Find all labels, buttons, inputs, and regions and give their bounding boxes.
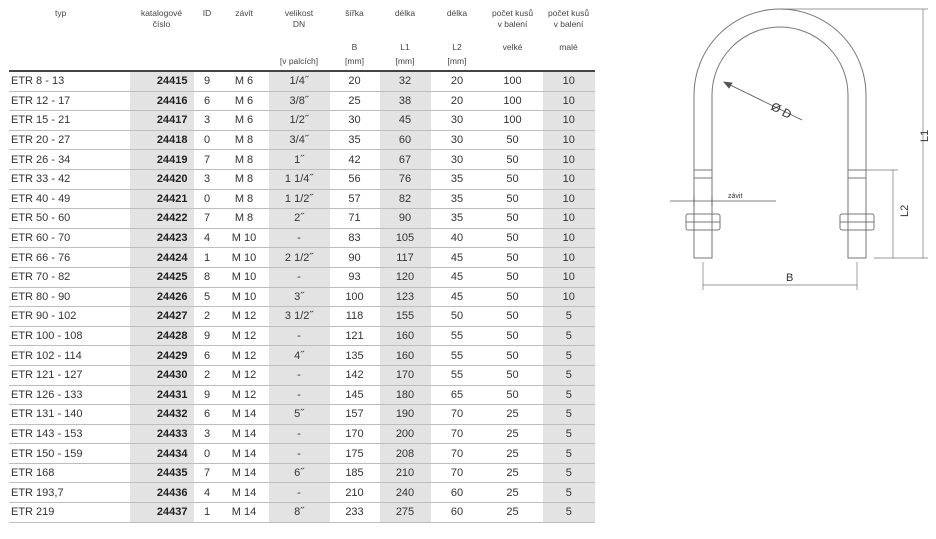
header-l2-unit: [mm]	[431, 56, 483, 71]
cell-typ: ETR 12 - 17	[9, 91, 129, 111]
table-row	[9, 287, 595, 307]
cell-pocet-velke: 50	[483, 189, 542, 209]
cell-pocet-velke: 25	[483, 424, 542, 444]
table-row	[9, 267, 595, 287]
u-bolt-outer-outline	[694, 9, 866, 175]
cell-pocet-velke: 50	[483, 287, 542, 307]
cell-zavit: M 8	[220, 169, 268, 189]
cell-zavit: M 14	[220, 444, 268, 464]
cell-pocet-velke: 50	[483, 346, 542, 366]
cell-id: 4	[194, 228, 220, 248]
cell-katalogove-cislo: 24435	[129, 463, 194, 483]
cell-pocet-male: 10	[542, 248, 595, 268]
cell-velikost: 3˝	[268, 287, 330, 307]
table-row	[9, 307, 595, 327]
cell-pocet-male: 10	[542, 71, 595, 91]
cell-sirka: 100	[330, 287, 379, 307]
cell-pocet-male: 5	[542, 385, 595, 405]
cell-zavit: M 12	[220, 326, 268, 346]
cell-id: 3	[194, 424, 220, 444]
cell-katalogove-cislo: 24421	[129, 189, 194, 209]
cell-katalogove-cislo: 24437	[129, 503, 194, 523]
cell-typ: ETR 20 - 27	[9, 130, 129, 150]
cell-typ: ETR 40 - 49	[9, 189, 129, 209]
cell-id: 7	[194, 209, 220, 229]
cell-pocet-male: 5	[542, 463, 595, 483]
cell-id: 0	[194, 189, 220, 209]
header-zavit: závit	[235, 8, 253, 18]
cell-pocet-velke: 100	[483, 91, 542, 111]
table-row	[9, 111, 595, 131]
cell-pocet-male: 5	[542, 307, 595, 327]
cell-delka-l1: 240	[379, 483, 431, 503]
cell-katalogove-cislo: 24428	[129, 326, 194, 346]
cell-pocet-velke: 50	[483, 365, 542, 385]
header-pocet-velke: počet kusů v balení	[491, 8, 534, 29]
header-katalogove: katalogové číslo	[140, 8, 183, 29]
header-pocet-male: počet kusů v balení	[547, 8, 590, 29]
table-row	[9, 130, 595, 150]
cell-pocet-male: 10	[542, 287, 595, 307]
cell-sirka: 145	[330, 385, 379, 405]
cell-id: 1	[194, 503, 220, 523]
cell-typ: ETR 90 - 102	[9, 307, 129, 327]
table-row	[9, 71, 595, 91]
cell-pocet-velke: 50	[483, 385, 542, 405]
table-row	[9, 444, 595, 464]
cell-sirka: 157	[330, 405, 379, 425]
cell-velikost: 1/2˝	[268, 111, 330, 131]
table-row	[9, 326, 595, 346]
cell-typ: ETR 143 - 153	[9, 424, 129, 444]
cell-delka-l1: 160	[379, 346, 431, 366]
cell-sirka: 71	[330, 209, 379, 229]
cell-sirka: 42	[330, 150, 379, 170]
cell-zavit: M 8	[220, 189, 268, 209]
cell-typ: ETR 150 - 159	[9, 444, 129, 464]
cell-sirka: 57	[330, 189, 379, 209]
header-l1-unit: [mm]	[379, 56, 431, 71]
cell-delka-l1: 180	[379, 385, 431, 405]
cell-delka-l1: 105	[379, 228, 431, 248]
cell-zavit: M 14	[220, 483, 268, 503]
cell-id: 7	[194, 150, 220, 170]
cell-typ: ETR 70 - 82	[9, 267, 129, 287]
cell-pocet-male: 10	[542, 228, 595, 248]
cell-pocet-velke: 25	[483, 444, 542, 464]
cell-pocet-velke: 50	[483, 248, 542, 268]
cell-delka-l1: 210	[379, 463, 431, 483]
cell-pocet-male: 10	[542, 267, 595, 287]
cell-delka-l1: 67	[379, 150, 431, 170]
cell-pocet-velke: 50	[483, 307, 542, 327]
cell-delka-l2: 35	[431, 189, 483, 209]
l1-dimension	[780, 9, 928, 258]
cell-delka-l1: 117	[379, 248, 431, 268]
cell-katalogove-cislo: 24432	[129, 405, 194, 425]
cell-zavit: M 8	[220, 150, 268, 170]
cell-delka-l2: 45	[431, 287, 483, 307]
cell-delka-l1: 45	[379, 111, 431, 131]
cell-id: 2	[194, 307, 220, 327]
cell-katalogove-cislo: 24422	[129, 209, 194, 229]
diameter-label: Ø D	[768, 99, 795, 122]
cell-delka-l2: 30	[431, 111, 483, 131]
cell-katalogove-cislo: 24429	[129, 346, 194, 366]
cell-velikost: 1 1/2˝	[268, 189, 330, 209]
cell-sirka: 25	[330, 91, 379, 111]
cell-zavit: M 12	[220, 307, 268, 327]
table-row	[9, 365, 595, 385]
cell-katalogove-cislo: 24436	[129, 483, 194, 503]
cell-katalogove-cislo: 24433	[129, 424, 194, 444]
cell-sirka: 170	[330, 424, 379, 444]
spec-table	[9, 8, 595, 523]
cell-delka-l1: 208	[379, 444, 431, 464]
cell-zavit: M 14	[220, 463, 268, 483]
cell-delka-l1: 170	[379, 365, 431, 385]
cell-sirka: 185	[330, 463, 379, 483]
cell-delka-l2: 55	[431, 346, 483, 366]
cell-zavit: M 6	[220, 71, 268, 91]
table-row	[9, 346, 595, 366]
b-label: B	[786, 272, 794, 284]
cell-zavit: M 12	[220, 385, 268, 405]
cell-delka-l1: 32	[379, 71, 431, 91]
cell-velikost: -	[268, 267, 330, 287]
cell-delka-l1: 200	[379, 424, 431, 444]
table-row	[9, 209, 595, 229]
table-row	[9, 405, 595, 425]
cell-sirka: 210	[330, 483, 379, 503]
cell-pocet-velke: 50	[483, 130, 542, 150]
cell-velikost: 5˝	[268, 405, 330, 425]
table-row	[9, 150, 595, 170]
cell-katalogove-cislo: 24415	[129, 71, 194, 91]
cell-typ: ETR 121 - 127	[9, 365, 129, 385]
cell-pocet-velke: 50	[483, 169, 542, 189]
l1-label: L1	[919, 129, 931, 142]
cell-delka-l1: 120	[379, 267, 431, 287]
cell-id: 9	[194, 326, 220, 346]
header-sirka-unit: [mm]	[330, 56, 379, 71]
cell-delka-l1: 38	[379, 91, 431, 111]
cell-sirka: 233	[330, 503, 379, 523]
cell-id: 4	[194, 483, 220, 503]
cell-katalogove-cislo: 24416	[129, 91, 194, 111]
cell-delka-l2: 35	[431, 209, 483, 229]
table-row	[9, 385, 595, 405]
cell-sirka: 175	[330, 444, 379, 464]
header-l1-symbol: L1	[400, 42, 410, 52]
cell-id: 5	[194, 287, 220, 307]
table-row	[9, 248, 595, 268]
cell-pocet-velke: 100	[483, 111, 542, 131]
cell-katalogove-cislo: 24427	[129, 307, 194, 327]
cell-zavit: M 8	[220, 130, 268, 150]
cell-id: 7	[194, 463, 220, 483]
cell-katalogove-cislo: 24424	[129, 248, 194, 268]
cell-delka-l2: 60	[431, 483, 483, 503]
cell-typ: ETR 102 - 114	[9, 346, 129, 366]
cell-zavit: M 10	[220, 248, 268, 268]
cell-typ: ETR 219	[9, 503, 129, 523]
cell-katalogove-cislo: 24420	[129, 169, 194, 189]
cell-id: 3	[194, 169, 220, 189]
cell-typ: ETR 8 - 13	[9, 71, 129, 91]
cell-sirka: 30	[330, 111, 379, 131]
cell-id: 0	[194, 444, 220, 464]
cell-pocet-male: 5	[542, 503, 595, 523]
cell-delka-l2: 50	[431, 307, 483, 327]
cell-katalogove-cislo: 24434	[129, 444, 194, 464]
cell-typ: ETR 26 - 34	[9, 150, 129, 170]
cell-pocet-male: 5	[542, 483, 595, 503]
cell-typ: ETR 50 - 60	[9, 209, 129, 229]
cell-pocet-male: 5	[542, 365, 595, 385]
cell-pocet-male: 5	[542, 346, 595, 366]
cell-delka-l2: 70	[431, 424, 483, 444]
cell-delka-l1: 82	[379, 189, 431, 209]
cell-delka-l2: 35	[431, 169, 483, 189]
cell-pocet-velke: 100	[483, 71, 542, 91]
cell-pocet-male: 5	[542, 405, 595, 425]
cell-delka-l2: 30	[431, 150, 483, 170]
cell-delka-l2: 30	[431, 130, 483, 150]
cell-velikost: 6˝	[268, 463, 330, 483]
cell-sirka: 83	[330, 228, 379, 248]
cell-delka-l1: 160	[379, 326, 431, 346]
table-row	[9, 483, 595, 503]
cell-velikost: 2˝	[268, 209, 330, 229]
cell-delka-l2: 55	[431, 365, 483, 385]
cell-typ: ETR 66 - 76	[9, 248, 129, 268]
cell-typ: ETR 100 - 108	[9, 326, 129, 346]
cell-typ: ETR 15 - 21	[9, 111, 129, 131]
cell-pocet-male: 5	[542, 326, 595, 346]
cell-sirka: 35	[330, 130, 379, 150]
cell-velikost: -	[268, 424, 330, 444]
cell-pocet-male: 10	[542, 169, 595, 189]
cell-velikost: 1/4˝	[268, 71, 330, 91]
cell-katalogove-cislo: 24431	[129, 385, 194, 405]
cell-delka-l1: 190	[379, 405, 431, 425]
table-header	[9, 8, 595, 71]
cell-zavit: M 10	[220, 287, 268, 307]
cell-delka-l2: 20	[431, 71, 483, 91]
cell-pocet-male: 10	[542, 150, 595, 170]
cell-delka-l2: 70	[431, 405, 483, 425]
table-row	[9, 189, 595, 209]
cell-pocet-velke: 50	[483, 150, 542, 170]
cell-katalogove-cislo: 24418	[129, 130, 194, 150]
b-dimension	[703, 262, 857, 290]
cell-pocet-velke: 25	[483, 483, 542, 503]
cell-pocet-velke: 50	[483, 209, 542, 229]
cell-pocet-velke: 50	[483, 267, 542, 287]
cell-zavit: M 10	[220, 228, 268, 248]
cell-id: 1	[194, 248, 220, 268]
cell-delka-l2: 45	[431, 267, 483, 287]
cell-delka-l1: 123	[379, 287, 431, 307]
cell-velikost: 3/8˝	[268, 91, 330, 111]
cell-pocet-velke: 25	[483, 503, 542, 523]
cell-pocet-velke: 50	[483, 326, 542, 346]
cell-pocet-male: 5	[542, 444, 595, 464]
cell-delka-l1: 76	[379, 169, 431, 189]
cell-id: 3	[194, 111, 220, 131]
header-delka-l2: délka	[446, 8, 468, 18]
cell-katalogove-cislo: 24426	[129, 287, 194, 307]
cell-pocet-male: 10	[542, 189, 595, 209]
cell-pocet-velke: 25	[483, 463, 542, 483]
header-typ: typ	[55, 8, 67, 18]
cell-velikost: 3 1/2˝	[268, 307, 330, 327]
cell-zavit: M 8	[220, 209, 268, 229]
thread-label: závit	[728, 193, 743, 200]
cell-velikost: -	[268, 385, 330, 405]
table-row	[9, 503, 595, 523]
cell-velikost: 1˝	[268, 150, 330, 170]
cell-sirka: 90	[330, 248, 379, 268]
cell-pocet-velke: 50	[483, 228, 542, 248]
cell-velikost: -	[268, 228, 330, 248]
cell-velikost: 4˝	[268, 346, 330, 366]
header-sirka: šířka	[345, 8, 364, 18]
table-row	[9, 169, 595, 189]
cell-sirka: 135	[330, 346, 379, 366]
cell-typ: ETR 193,7	[9, 483, 129, 503]
cell-katalogove-cislo: 24419	[129, 150, 194, 170]
cell-delka-l2: 60	[431, 503, 483, 523]
cell-delka-l2: 40	[431, 228, 483, 248]
cell-zavit: M 12	[220, 365, 268, 385]
header-delka-l1: délka	[394, 8, 416, 18]
table-row	[9, 91, 595, 111]
u-bolt-drawing	[666, 0, 936, 300]
header-male: malé	[559, 42, 578, 52]
cell-zavit: M 14	[220, 405, 268, 425]
cell-pocet-male: 10	[542, 91, 595, 111]
table-row	[9, 463, 595, 483]
header-sirka-symbol: B	[351, 42, 358, 52]
cell-typ: ETR 33 - 42	[9, 169, 129, 189]
cell-velikost: 3/4˝	[268, 130, 330, 150]
cell-katalogove-cislo: 24423	[129, 228, 194, 248]
cell-delka-l2: 45	[431, 248, 483, 268]
cell-pocet-male: 10	[542, 111, 595, 131]
cell-zavit: M 6	[220, 111, 268, 131]
cell-velikost: -	[268, 483, 330, 503]
cell-velikost: -	[268, 444, 330, 464]
cell-typ: ETR 80 - 90	[9, 287, 129, 307]
cell-pocet-male: 5	[542, 424, 595, 444]
cell-id: 2	[194, 365, 220, 385]
cell-sirka: 20	[330, 71, 379, 91]
header-velikost-unit: [v palcích]	[268, 56, 330, 71]
cell-velikost: 8˝	[268, 503, 330, 523]
cell-zavit: M 14	[220, 503, 268, 523]
header-l2-symbol: L2	[452, 42, 462, 52]
cell-id: 9	[194, 71, 220, 91]
cell-velikost: 1 1/4˝	[268, 169, 330, 189]
cell-pocet-male: 10	[542, 130, 595, 150]
cell-pocet-male: 10	[542, 209, 595, 229]
cell-typ: ETR 60 - 70	[9, 228, 129, 248]
cell-id: 6	[194, 346, 220, 366]
cell-delka-l2: 70	[431, 444, 483, 464]
cell-delka-l1: 90	[379, 209, 431, 229]
cell-id: 6	[194, 405, 220, 425]
cell-delka-l2: 70	[431, 463, 483, 483]
table-body	[9, 71, 595, 522]
thread-callout	[670, 196, 776, 206]
cell-sirka: 121	[330, 326, 379, 346]
cell-katalogove-cislo: 24417	[129, 111, 194, 131]
cell-katalogove-cislo: 24425	[129, 267, 194, 287]
cell-zavit: M 12	[220, 346, 268, 366]
cell-sirka: 93	[330, 267, 379, 287]
cell-zavit: M 14	[220, 424, 268, 444]
cell-delka-l1: 60	[379, 130, 431, 150]
table-row	[9, 424, 595, 444]
cell-delka-l2: 65	[431, 385, 483, 405]
cell-zavit: M 6	[220, 91, 268, 111]
cell-zavit: M 10	[220, 267, 268, 287]
cell-id: 6	[194, 91, 220, 111]
header-velke: velké	[502, 42, 523, 52]
cell-typ: ETR 126 - 133	[9, 385, 129, 405]
cell-sirka: 142	[330, 365, 379, 385]
cell-delka-l2: 55	[431, 326, 483, 346]
cell-delka-l2: 20	[431, 91, 483, 111]
table-row	[9, 228, 595, 248]
header-velikost: velikost DN	[284, 8, 314, 29]
cell-typ: ETR 131 - 140	[9, 405, 129, 425]
cell-sirka: 118	[330, 307, 379, 327]
cell-delka-l1: 275	[379, 503, 431, 523]
cell-id: 8	[194, 267, 220, 287]
cell-pocet-velke: 25	[483, 405, 542, 425]
l2-label: L2	[899, 204, 911, 217]
cell-velikost: 2 1/2˝	[268, 248, 330, 268]
cell-id: 0	[194, 130, 220, 150]
cell-id: 9	[194, 385, 220, 405]
header-id: ID	[202, 8, 212, 18]
cell-delka-l1: 155	[379, 307, 431, 327]
cell-velikost: -	[268, 365, 330, 385]
cell-velikost: -	[268, 326, 330, 346]
cell-sirka: 56	[330, 169, 379, 189]
cell-typ: ETR 168	[9, 463, 129, 483]
cell-katalogove-cislo: 24430	[129, 365, 194, 385]
